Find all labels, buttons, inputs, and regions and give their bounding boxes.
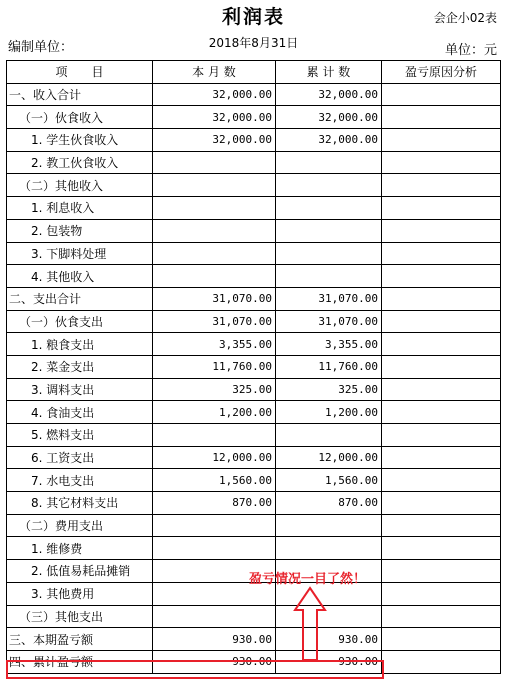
row-month-value: 1,560.00 (153, 469, 276, 492)
row-cumulative-value: 930.00 (276, 650, 382, 673)
row-label: 一、收入合计 (7, 83, 153, 106)
row-month-value (153, 219, 276, 242)
row-month-value: 1,200.00 (153, 401, 276, 424)
row-analysis (382, 424, 501, 447)
row-label: （一）伙食支出 (7, 310, 153, 333)
table-row (7, 424, 501, 447)
row-month-value: 32,000.00 (153, 129, 276, 152)
report-title: 利润表 (221, 6, 285, 28)
table-row (7, 605, 501, 628)
row-month-value (153, 265, 276, 288)
row-analysis (382, 242, 501, 265)
row-label: （一）伙食收入 (7, 106, 153, 129)
row-analysis (382, 83, 501, 106)
row-analysis (382, 469, 501, 492)
row-cumulative-value: 11,760.00 (276, 355, 382, 378)
table-row (7, 378, 501, 401)
row-month-value: 32,000.00 (153, 106, 276, 129)
table-row (7, 446, 501, 469)
form-code: 会企小02表 (433, 11, 497, 25)
table-row (7, 469, 501, 492)
row-month-value: 930.00 (153, 650, 276, 673)
report-date: 2018年8月31日 (208, 36, 299, 50)
row-cumulative-value: 31,070.00 (276, 287, 382, 310)
row-cumulative-value: 31,070.00 (276, 310, 382, 333)
row-analysis (382, 378, 501, 401)
row-label: 3. 下脚料处理 (7, 242, 153, 265)
row-label: 二、支出合计 (7, 287, 153, 310)
table-row (7, 242, 501, 265)
row-analysis (382, 333, 501, 356)
row-cumulative-value: 32,000.00 (276, 83, 382, 106)
row-cumulative-value (276, 242, 382, 265)
row-label: 6. 工资支出 (7, 446, 153, 469)
row-label: 2. 包装物 (7, 219, 153, 242)
table-row (7, 333, 501, 356)
cumulative-profit-highlight (6, 660, 384, 679)
row-label: 3. 其他费用 (7, 582, 153, 605)
row-label: （二）其他收入 (7, 174, 153, 197)
row-month-value (153, 197, 276, 220)
row-cumulative-value: 32,000.00 (276, 106, 382, 129)
table-row (7, 514, 501, 537)
table-row (7, 106, 501, 129)
row-month-value: 325.00 (153, 378, 276, 401)
row-label: 1. 粮食支出 (7, 333, 153, 356)
row-label: 7. 水电支出 (7, 469, 153, 492)
table-row (7, 129, 501, 152)
row-month-value (153, 514, 276, 537)
row-cumulative-value: 870.00 (276, 492, 382, 515)
row-label: 5. 燃料支出 (7, 424, 153, 447)
row-label: 4. 食油支出 (7, 401, 153, 424)
row-analysis (382, 287, 501, 310)
table-row (7, 401, 501, 424)
row-analysis (382, 310, 501, 333)
row-analysis (382, 560, 501, 583)
row-label: 三、本期盈亏额 (7, 628, 153, 651)
row-analysis (382, 446, 501, 469)
row-cumulative-value (276, 174, 382, 197)
row-cumulative-value: 325.00 (276, 378, 382, 401)
table-row (7, 537, 501, 560)
row-label: 3. 调料支出 (7, 378, 153, 401)
table-row (7, 197, 501, 220)
table-header-row (7, 61, 501, 84)
row-cumulative-value (276, 265, 382, 288)
currency-unit-label: 单位：元 (444, 43, 497, 58)
row-month-value (153, 151, 276, 174)
row-analysis (382, 129, 501, 152)
row-month-value (153, 605, 276, 628)
row-month-value: 930.00 (153, 628, 276, 651)
row-cumulative-value (276, 605, 382, 628)
column-header-month: 本 月 数 (153, 61, 276, 84)
row-label: 1. 利息收入 (7, 197, 153, 220)
row-cumulative-value: 1,560.00 (276, 469, 382, 492)
row-month-value: 11,760.00 (153, 355, 276, 378)
row-cumulative-value (276, 197, 382, 220)
table-row (7, 310, 501, 333)
row-cumulative-value: 3,355.00 (276, 333, 382, 356)
table-row (7, 151, 501, 174)
column-header-cumulative: 累 计 数 (276, 61, 382, 84)
row-cumulative-value: 1,200.00 (276, 401, 382, 424)
table-row (7, 287, 501, 310)
row-month-value (153, 424, 276, 447)
row-analysis (382, 582, 501, 605)
row-analysis (382, 355, 501, 378)
row-cumulative-value (276, 219, 382, 242)
row-analysis (382, 514, 501, 537)
row-month-value: 32,000.00 (153, 83, 276, 106)
row-label: 1. 学生伙食收入 (7, 129, 153, 152)
row-month-value (153, 537, 276, 560)
row-label: 四、累计盈亏额 (7, 650, 153, 673)
row-label: （三）其他支出 (7, 605, 153, 628)
row-analysis (382, 537, 501, 560)
table-row (7, 219, 501, 242)
row-analysis (382, 265, 501, 288)
row-label: 1. 维修费 (7, 537, 153, 560)
row-cumulative-value (276, 514, 382, 537)
row-label: 2. 菜金支出 (7, 355, 153, 378)
row-analysis (382, 219, 501, 242)
table-row (7, 265, 501, 288)
row-cumulative-value: 930.00 (276, 628, 382, 651)
row-cumulative-value (276, 424, 382, 447)
annotation-callout: 盈亏情况一目了然！ (249, 572, 367, 587)
table-row (7, 355, 501, 378)
table-row (7, 83, 501, 106)
row-analysis (382, 151, 501, 174)
row-month-value: 31,070.00 (153, 310, 276, 333)
row-month-value: 12,000.00 (153, 446, 276, 469)
row-month-value (153, 242, 276, 265)
row-analysis (382, 492, 501, 515)
row-analysis (382, 650, 501, 673)
row-month-value: 3,355.00 (153, 333, 276, 356)
row-cumulative-value: 32,000.00 (276, 129, 382, 152)
column-header-analysis: 盈亏原因分析 (382, 61, 501, 84)
row-label: （二）费用支出 (7, 514, 153, 537)
row-analysis (382, 401, 501, 424)
row-month-value: 870.00 (153, 492, 276, 515)
preparing-unit-label: 编制单位： (8, 40, 74, 55)
row-label: 8. 其它材料支出 (7, 492, 153, 515)
row-analysis (382, 106, 501, 129)
row-month-value (153, 174, 276, 197)
table-row (7, 492, 501, 515)
row-label: 2. 低值易耗品摊销 (7, 560, 153, 583)
row-label: 4. 其他收入 (7, 265, 153, 288)
row-cumulative-value (276, 151, 382, 174)
column-header-item: 项 目 (7, 61, 153, 84)
row-analysis (382, 628, 501, 651)
row-analysis (382, 174, 501, 197)
row-month-value: 31,070.00 (153, 287, 276, 310)
table-row (7, 628, 501, 651)
row-cumulative-value: 12,000.00 (276, 446, 382, 469)
row-label: 2. 教工伙食收入 (7, 151, 153, 174)
row-analysis (382, 605, 501, 628)
table-row (7, 174, 501, 197)
up-arrow-icon (293, 586, 327, 662)
row-analysis (382, 197, 501, 220)
row-cumulative-value (276, 537, 382, 560)
